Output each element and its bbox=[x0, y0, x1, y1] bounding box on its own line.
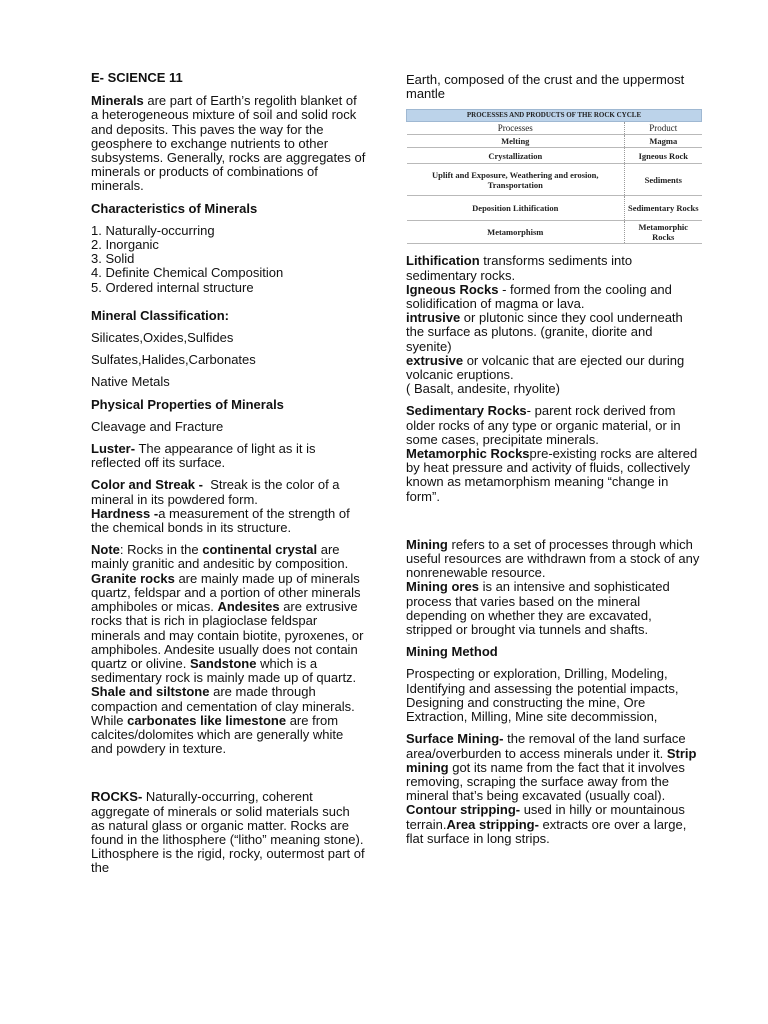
table-row bbox=[407, 135, 702, 148]
minerals-paragraph: Minerals are part of Earth’s regolith blanket of a heterogeneous mixture of soil and solid rock and deposits. This paves the way for the geosphere to exchange nutrients to other subsystems. Generally, rocks are aggregates of minerals or products of combinations of minerals. bbox=[91, 93, 366, 194]
table-cell: Sedimentary Rocks bbox=[625, 196, 702, 221]
table-cell: Metamorphic Rocks bbox=[625, 221, 702, 244]
list-item: 1. Naturally-occurring bbox=[91, 222, 215, 238]
table-cell: Igneous Rock bbox=[625, 148, 702, 164]
table-row bbox=[407, 164, 702, 196]
extrusive-examples: ( Basalt, andesite, rhyolite) bbox=[406, 381, 560, 397]
extrusive-paragraph: extrusive or volcanic that are ejected our during volcanic eruptions. bbox=[406, 352, 685, 383]
igneous-paragraph: Igneous Rocks - formed from the cooling and solidification of magma or lava. bbox=[406, 281, 672, 312]
left-column bbox=[91, 71, 367, 884]
rocks-paragraph: ROCKS- Naturally-occurring, coherent aggregate of minerals or solid materials such as natural glass or organic matter. Rocks are found in the lithosphere (“litho” meaning stone). Lithosphere is the rigid, rocky, outermost part of the bbox=[91, 789, 365, 876]
mining-paragraph: Mining refers to a set of processes through which useful resources are withdrawn from a stock of any nonrenewable resource. bbox=[406, 536, 700, 581]
continuation-text: Earth, composed of the crust and the uppermost mantle bbox=[406, 72, 685, 102]
classification-item: Silicates,Oxides,Sulfides bbox=[91, 330, 234, 346]
list-item: 3. Solid bbox=[91, 251, 135, 267]
table-cell: Uplift and Exposure, Weathering and erosion, Transportation bbox=[407, 164, 625, 196]
table-cell: Crystallization bbox=[407, 148, 625, 164]
table-cell: Melting bbox=[407, 135, 625, 148]
mining-method-heading: Mining Method bbox=[406, 644, 498, 660]
lithification-paragraph: Lithification transforms sediments into sedimentary rocks. bbox=[406, 253, 633, 283]
table-cell: Magma bbox=[625, 135, 702, 148]
right-column bbox=[406, 73, 700, 854]
table-header-product: Product bbox=[625, 122, 702, 135]
note-paragraph: Note: Rocks in the continental crystal are mainly granitic and andesitic by composition. Granite rocks are mainly made up of minerals quartz, feldspar and a portion of other minerals amphiboles or micas. Andesites are extrusive rocks that is rich in plagioclase feldspar minerals and may contain biotite, pyroxenes, or amphiboles. Andesite usually does not contain quartz or olivine. Sandstone which is a sedimentary rock is mainly made up of quartz. Shale and siltstone are made through compaction and cementation of clay minerals. While carbonates like limestone are from calcites/dolomites which are generally white and powdery in texture. bbox=[91, 542, 364, 757]
table-cell: Metamorphism bbox=[407, 221, 625, 244]
table-cell: Sediments bbox=[625, 164, 702, 196]
intrusive-paragraph: intrusive or plutonic since they cool underneath the surface as plutons. (granite, diorite and syenite) bbox=[406, 310, 683, 354]
hardness-paragraph: Hardness -a measurement of the strength of the chemical bonds in its structure. bbox=[91, 505, 350, 536]
rock-cycle-table bbox=[406, 109, 702, 244]
characteristics-list bbox=[91, 224, 367, 295]
table-row bbox=[407, 196, 702, 221]
table-row bbox=[407, 221, 702, 244]
table-header-processes: Processes bbox=[407, 122, 625, 135]
metamorphic-paragraph: Metamorphic Rockspre-existing rocks are altered by heat pressure and activity of fluids, collectively known as metamorphism meaning “change in form”. bbox=[406, 446, 698, 504]
list-item: 5. Ordered internal structure bbox=[91, 279, 254, 295]
luster-paragraph: Luster- The appearance of light as it is reflected off its surface. bbox=[91, 441, 316, 471]
physical-properties-heading: Physical Properties of Minerals bbox=[91, 396, 284, 412]
table-row bbox=[407, 148, 702, 164]
list-item: 2. Inorganic bbox=[91, 237, 159, 253]
sedimentary-paragraph: Sedimentary Rocks- parent rock derived from older rocks of any type or organic material, or in some cases, precipitate minerals. bbox=[406, 403, 681, 447]
mining-ores-paragraph: Mining ores is an intensive and sophisticated process that varies based on the mineral depending on whether they are excavated, stripped or brought via tunnels and shafts. bbox=[406, 579, 670, 638]
color-streak-paragraph: Color and Streak - Streak is the color of a mineral in its powdered form. bbox=[91, 477, 344, 507]
mining-method-text: Prospecting or exploration, Drilling, Modeling, Identifying and assessing the potential impacts, Designing and constructing the mine, Ore Extraction, Milling, Mine site decommission, bbox=[406, 666, 679, 725]
table-cell: Deposition Lithification bbox=[407, 196, 625, 221]
classification-item: Sulfates,Halides,Carbonates bbox=[91, 352, 256, 368]
table-caption: PROCESSES AND PRODUCTS OF THE ROCK CYCLE bbox=[407, 110, 702, 122]
classification-heading: Mineral Classification: bbox=[91, 307, 229, 323]
surface-mining-paragraph: Surface Mining- the removal of the land surface area/overburden to access minerals under it. Strip mining got its name from the fact that it involves removing, scraping the surface away from the mineral that’s being excavated (usually coal). Contour stripping- used in hilly or mountainous terrain.Area stripping- extracts ore over a large, flat surface in long strips. bbox=[406, 731, 697, 846]
characteristics-heading: Characteristics of Minerals bbox=[91, 200, 258, 216]
document-title: E- SCIENCE 11 bbox=[91, 70, 183, 85]
cleavage-text: Cleavage and Fracture bbox=[91, 418, 224, 434]
classification-item: Native Metals bbox=[91, 374, 170, 390]
list-item: 4. Definite Chemical Composition bbox=[91, 265, 284, 281]
